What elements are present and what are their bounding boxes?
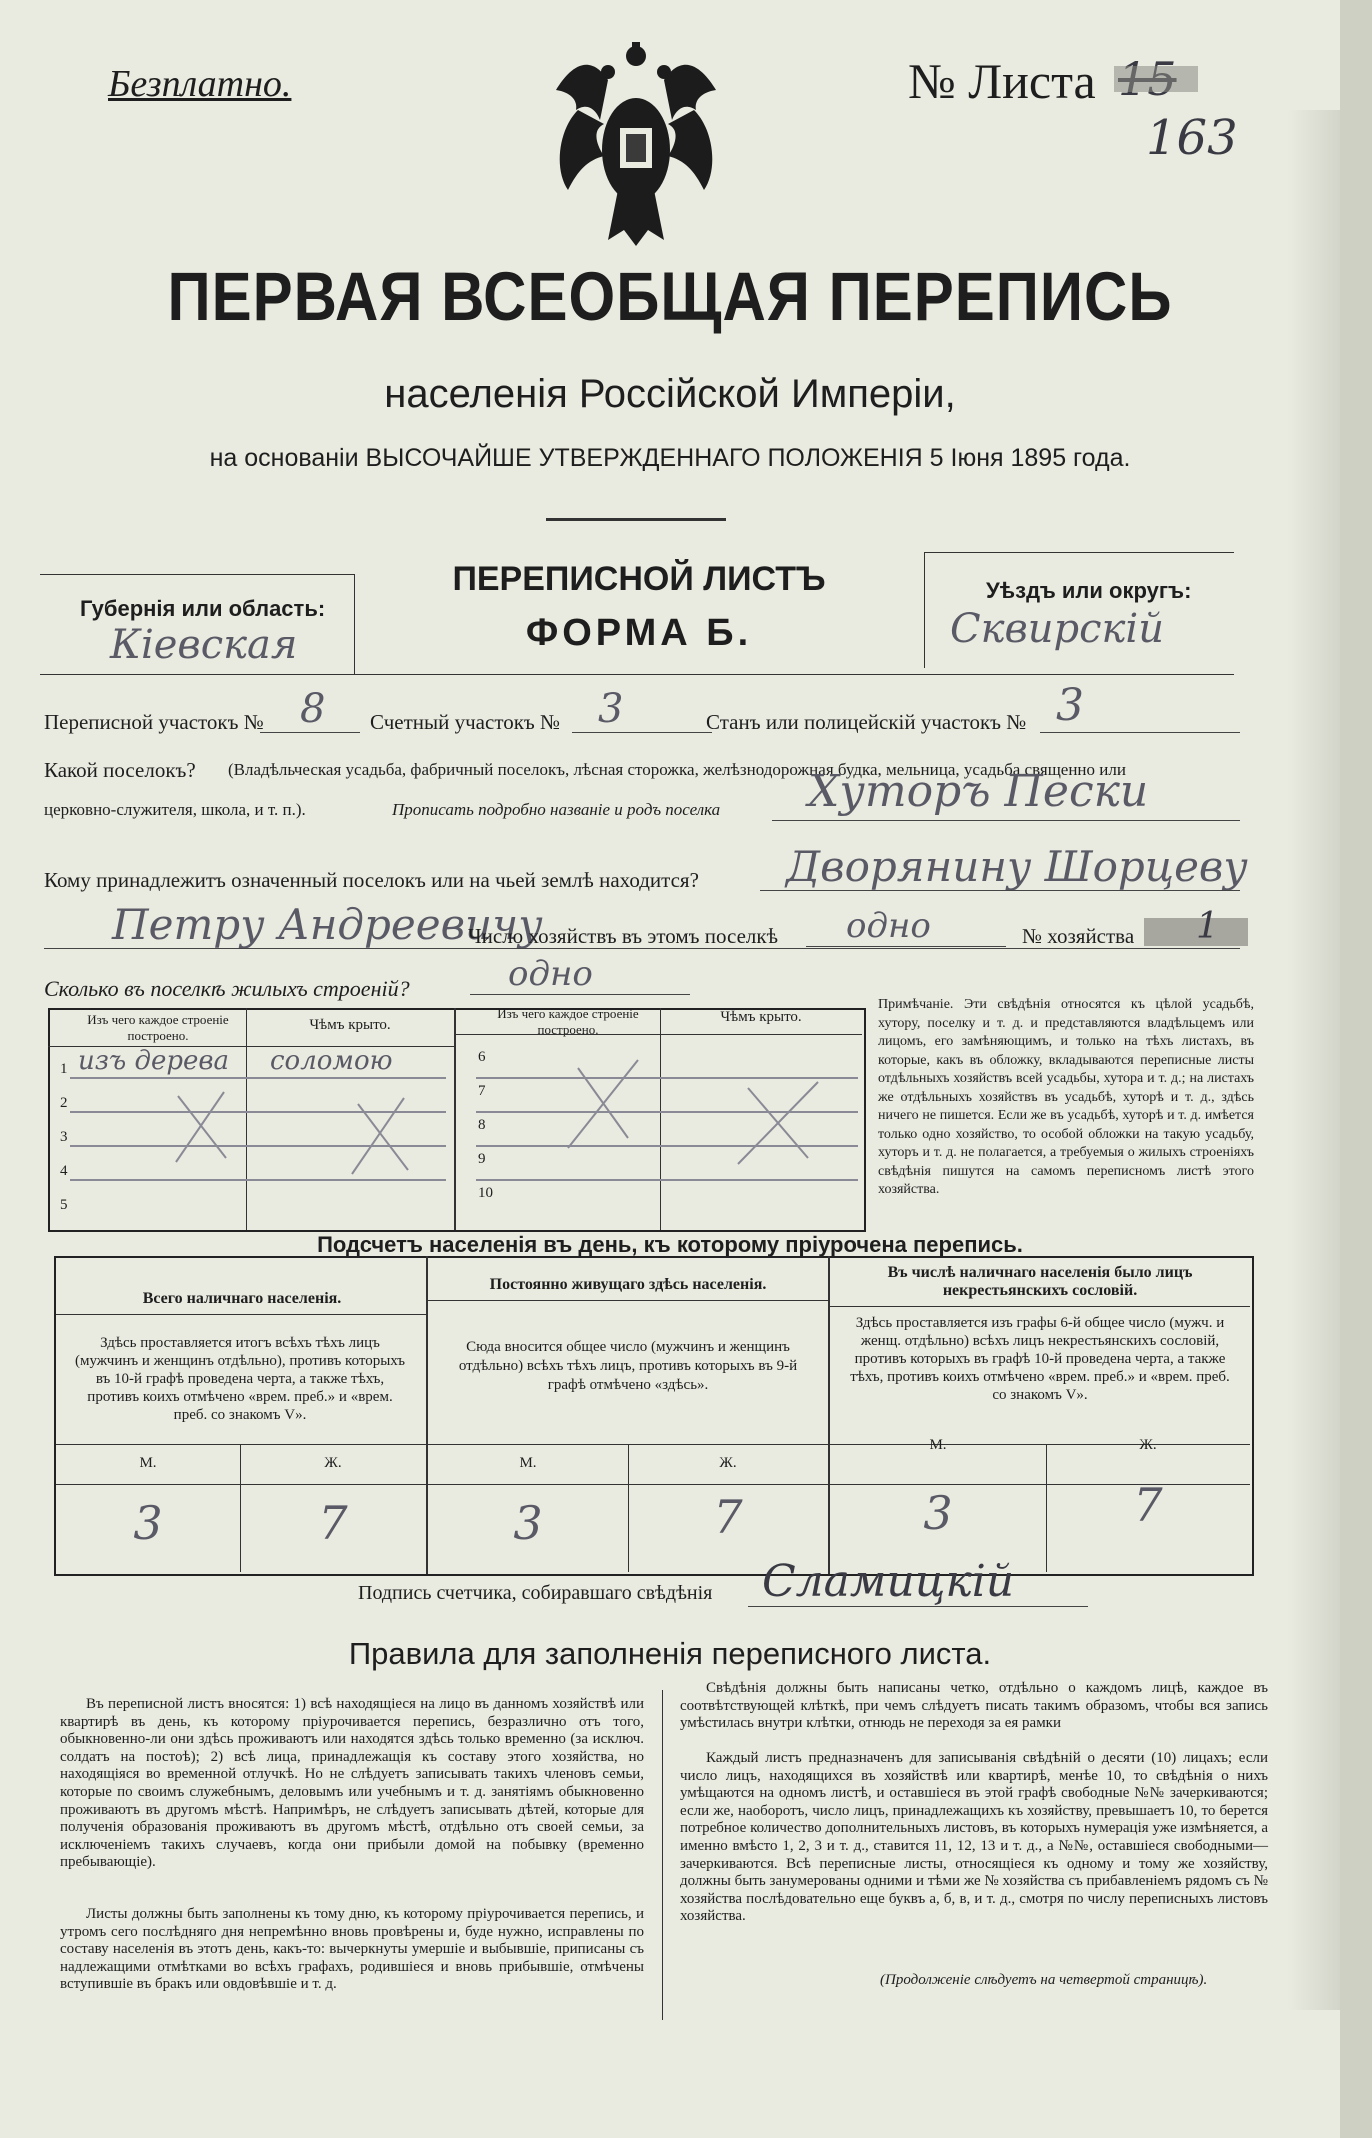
free-label: Безплатно. xyxy=(108,63,292,105)
buildings-table-strikes xyxy=(48,1008,864,1232)
households-underline xyxy=(806,946,1006,947)
buildings-row-7: 7 xyxy=(478,1083,486,1099)
settlement-value: Хуторъ Пески xyxy=(808,766,1149,817)
form-header-bottom xyxy=(40,674,1234,675)
population-col3-f-label: Ж. xyxy=(1139,1437,1157,1453)
population-col1-m-label: М. xyxy=(139,1455,157,1471)
count-area-underline xyxy=(572,732,712,733)
population-col1-m-value: 3 xyxy=(133,1496,163,1550)
census-area-label: Переписной участокъ № xyxy=(44,710,264,734)
district-value: Сквирскій xyxy=(950,606,1164,652)
population-col2-f-value: 7 xyxy=(713,1490,743,1544)
title-sub: населенія Россійской Имперіи, xyxy=(384,372,956,416)
buildings-row-2: 2 xyxy=(60,1095,68,1111)
rules-heading: Правила для заполненія переписного листа. xyxy=(348,1636,992,1671)
buildings-value: одно xyxy=(508,954,593,994)
population-col1-desc: Здѣсь проставляется итогъ всѣхъ тѣхъ лицъ (мужчинъ и женщинъ отдѣльно), противъ которыхъ въ 10-й графѣ проведена черта, а также тѣхъ, противъ коихъ отмѣчено «врем. преб.» и «врем. преб. со знакомъ V». xyxy=(75,1335,405,1423)
stan-value: 3 xyxy=(1056,680,1084,731)
district-box-top xyxy=(924,552,1234,553)
buildings-underline xyxy=(470,994,690,995)
sheet-number-label: № Листа xyxy=(908,53,1096,109)
settlement-hint-2: церковно-служителя, школа, и т. п.). xyxy=(44,800,306,819)
buildings-row-10: 10 xyxy=(478,1185,493,1201)
rules-left-paragraph-1: Въ переписной листъ вносятся: 1) всѣ находящіеся на лицо въ данномъ хозяйствѣ или квартирѣ въ день, къ которому пріурочивается перепись, безразлично отъ того, обыкновенно-ли они здѣсь проживаютъ или находятся здѣсь только временно (за исключ. солдатъ на постоѣ); 2) всѣ лица, принадлежащія къ составу этого хозяйства, но находящіяся во временной отлучкѣ. Но не слѣдуетъ записывать такихъ членовъ семьи, которые по своимъ служебнымъ, деловымъ или учебнымъ и т. д. занятіямъ обыкновенно проживаютъ въ другомъ мѣстѣ. Напримѣръ, не слѣдуетъ записывать дѣтей, которые для полученія образованія проживаютъ въ другомъ мѣстѣ, отдѣльно отъ своей семьи, за исключеніемъ такихъ случаевъ, когда они прибыли домой на побывку (временно пребывающіе). xyxy=(60,1696,644,1871)
population-col3-m-value: 3 xyxy=(923,1486,953,1540)
form-type: ФОРМА Б. xyxy=(525,612,753,654)
population-col3-f-value: 7 xyxy=(1133,1478,1163,1532)
signature-underline xyxy=(748,1606,1088,1607)
households-value: одно xyxy=(846,906,931,946)
household-no-label: № хозяйства xyxy=(1022,924,1135,948)
buildings-row-1: 1 xyxy=(60,1061,68,1077)
population-col3-title-line xyxy=(830,1306,1250,1307)
population-col1-f-label: Ж. xyxy=(324,1455,342,1471)
district-label: Уѣздъ или округъ: xyxy=(986,578,1192,603)
buildings-row-8: 8 xyxy=(478,1117,486,1133)
title-divider xyxy=(546,518,726,521)
signature-label: Подпись счетчика, собиравшаго свѣдѣнія xyxy=(358,1582,713,1604)
buildings-row-9: 9 xyxy=(478,1151,486,1167)
province-box-top xyxy=(40,574,354,575)
population-col3-title: Въ числѣ наличнаго населенія было лицъ некрестьянскихъ сословій. xyxy=(887,1264,1193,1299)
households-label: Число хозяйствъ въ этомъ поселкѣ xyxy=(468,924,778,948)
population-col2-f-label: Ж. xyxy=(719,1455,737,1471)
population-col1-f-value: 7 xyxy=(318,1496,348,1550)
province-value: Кіевская xyxy=(110,622,298,668)
population-col1-title-line xyxy=(56,1314,426,1315)
population-col1-title: Всего наличнаго населенія. xyxy=(142,1290,342,1307)
population-col2-m-value: 3 xyxy=(513,1496,543,1550)
owner-value-1: Дворянину Шорцеву xyxy=(786,842,1248,891)
buildings-col-material-right: Изъ чего каждое строеніе построено. xyxy=(497,1006,639,1037)
district-box-left xyxy=(924,552,925,668)
stan-label: Станъ или полицейскій участокъ № xyxy=(706,710,1027,734)
page-edge-shadow xyxy=(1288,110,1340,2010)
buildings-row-3: 3 xyxy=(60,1129,68,1145)
stan-underline xyxy=(1040,732,1240,733)
buildings-row1-material: изъ дерева xyxy=(78,1046,230,1076)
buildings-col-roof-left: Чѣмъ крыто. xyxy=(309,1017,391,1033)
title-main: ПЕРВАЯ ВСЕОБЩАЯ ПЕРЕПИСЬ xyxy=(167,257,1173,336)
signature-value: Сламицкій xyxy=(762,1556,1015,1607)
census-area-underline xyxy=(260,732,360,733)
owner-label: Кому принадлежитъ означенный поселокъ или на чьей землѣ находится? xyxy=(44,868,699,892)
double-headed-eagle-icon xyxy=(548,40,724,252)
buildings-col-roof-right: Чѣмъ крыто. xyxy=(720,1009,802,1025)
owner-underline-1 xyxy=(760,890,1240,891)
count-area-value: 3 xyxy=(598,686,624,732)
buildings-row-5: 5 xyxy=(60,1197,68,1213)
settlement-label: Какой поселокъ? xyxy=(44,758,196,782)
population-col2-desc: Сюда вносится общее число (мужчинъ и женщинъ отдѣльно) всѣхъ тѣхъ лицъ, противъ которыхъ въ 9-й графѣ отмѣчено «здѣсь». xyxy=(458,1339,798,1393)
province-label: Губернія или область: xyxy=(80,596,326,621)
rules-left-paragraph-2: Листы должны быть заполнены къ тому дню, къ которому пріурочивается перепись, и утромъ сего послѣдняго дня непремѣнно вновь провѣрены и, буде нужно, исправлены по составу населенія въ этотъ день, какъ-то: вычеркнуты умершіе и выбывшіе, приписаны съ надлежащими отмѣтками во всѣхъ графахъ, родившіеся и вновь прибывшіе, отмѣчены вступившіе въ бракъ или овдовѣвшіе и т. д. xyxy=(60,1906,644,1993)
rules-continued: (Продолженіе слѣдуетъ на четвертой страницѣ). xyxy=(880,1972,1208,1988)
title-basis: на основаніи ВЫСОЧАЙШЕ УТВЕРЖДЕННАГО ПОЛОЖЕНІЯ 5 Іюня 1895 года. xyxy=(209,444,1131,472)
population-col3-m-label: М. xyxy=(929,1437,947,1453)
sheet-number-handwritten: 163 xyxy=(1146,110,1238,166)
household-no-value: 1 xyxy=(1196,906,1219,947)
census-area-value: 8 xyxy=(300,686,326,732)
population-col2-title-line xyxy=(428,1300,828,1301)
buildings-note: Примѣчаніе. Эти свѣдѣнія относятся къ цѣлой усадьбѣ, хутору, поселку и т. д. и представляются владѣльцемъ или лицомъ, его замѣняющимъ, и только на тѣхъ листахъ, въ которые, какъ въ обложку, вкладываются переписные листы отдѣльныхъ хозяйствъ всей усадьбы, хутора и т. д.; на листахъ же отдѣльныхъ хозяйствъ въ усадьбѣ, хуторѣ и т. д., здѣсь ничего не пишется. Если же въ усадьбѣ, хуторѣ и т. д. имѣется только одно хозяйство, то особой обложки на такую усадьбу, хуторъ и т. д. не полагается, а требуемыя о жилыхъ строеніяхъ свѣдѣнія пишутся на самомъ переписномъ листѣ этого хозяйства. xyxy=(878,997,1254,1197)
ink-smudge xyxy=(1114,66,1198,92)
buildings-row-6: 6 xyxy=(478,1049,486,1065)
rules-column-divider xyxy=(662,1690,663,2020)
population-col2-m-label: М. xyxy=(519,1455,537,1471)
count-area-label: Счетный участокъ № xyxy=(370,710,561,734)
population-heading: Подсчетъ населенія въ день, къ которому пріурочена перепись. xyxy=(317,1232,1023,1257)
page-binding-edge xyxy=(1340,0,1372,2138)
buildings-label: Сколько въ поселкѣ жилыхъ строеній? xyxy=(44,976,410,1001)
settlement-underline xyxy=(772,820,1240,821)
settlement-hint-3: Прописать подробно названіе и родъ поселка xyxy=(392,800,721,819)
buildings-col-material-left: Изъ чего каждое строеніе построено. xyxy=(87,1012,229,1043)
form-name: ПЕРЕПИСНОЙ ЛИСТЪ xyxy=(452,560,826,598)
population-col2-title: Постоянно живущаго здѣсь населенія. xyxy=(489,1276,767,1293)
buildings-row1-roof: соломою xyxy=(270,1046,393,1076)
rules-right-paragraph-1: Свѣдѣнія должны быть написаны четко, отдѣльно о каждомъ лицѣ, каждое въ соотвѣтствующей клѣткѣ, при чемъ слѣдуетъ писать такимъ образомъ, чтобы вся запись умѣстилась внутри клѣтки, отнюдь не переходя за ея рамки xyxy=(680,1680,1268,1732)
settlement-hint-1: (Владѣльческая усадьба, фабричный поселокъ, лѣсная сторожка, желѣзнодорожная будка, мельница, усадьба священно или xyxy=(228,760,1126,779)
rules-right-paragraph-2: Каждый листъ предназначенъ для записыванія свѣдѣній о десяти (10) лицахъ; если число лицъ, находящихся въ хозяйствѣ или квартирѣ, менѣе 10, то свѣдѣнія о нихъ умѣщаются на одномъ листѣ, и оставшіеся въ этой графѣ свободные №№ зачеркиваются; если же, наоборотъ, число лицъ, принадлежащихъ къ хозяйству, превышаетъ 10, то берется потребное количество дополнительныхъ листовъ, въ которыхъ нумерація уже измѣняется, а именно вмѣсто 1, 2, 3 и т. д., ставится 11, 12, 13 и т. д., а №№, оставшіеся свободными—зачеркиваются. Всѣ переписные листы, относящіеся къ одному и тому же хозяйству, должны быть занумерованы одними и тѣми же № хозяйства съ прибавленіемъ рядомъ съ № хозяйства послѣдовательно еще буквъ а, б, в, и т. д., смотря по числу переписныхъ листовъ хозяйства. xyxy=(680,1750,1268,1925)
owner-value-2: Петру Андреевичу xyxy=(112,900,543,949)
population-col3-desc: Здѣсь проставляется изъ графы 6-й общее число (мужч. и женщ. отдѣльно) всѣхъ лицъ некрестьянскихъ сословій, противъ которыхъ въ графѣ 10-й проведена черта, а также тѣхъ, противъ коихъ отмѣчено «врем. преб.» и «врем. преб. со знакомъ V». xyxy=(850,1315,1230,1403)
buildings-row-4: 4 xyxy=(60,1163,68,1179)
